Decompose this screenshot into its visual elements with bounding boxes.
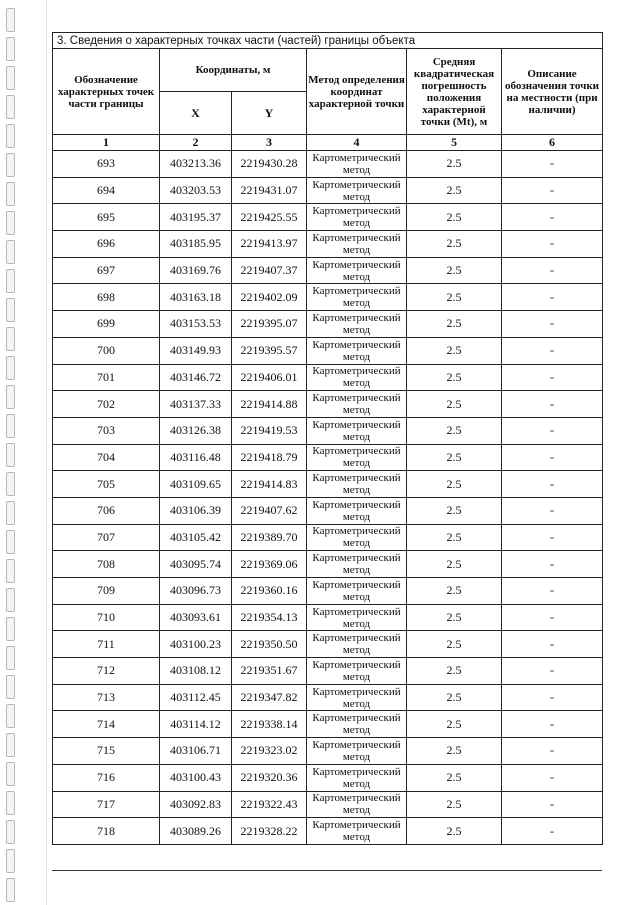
point-id-cell: 705	[53, 471, 160, 498]
error-value-cell: 2.5	[407, 578, 502, 605]
point-id-cell: 716	[53, 764, 160, 791]
error-value-cell: 2.5	[407, 204, 502, 231]
description-cell: -	[502, 524, 603, 551]
error-value-cell: 2.5	[407, 364, 502, 391]
point-id-cell: 712	[53, 658, 160, 685]
table-row	[53, 764, 603, 791]
y-coordinate-cell: 2219407.62	[232, 497, 307, 524]
x-coordinate-cell: 403109.65	[160, 471, 232, 498]
error-value-cell: 2.5	[407, 711, 502, 738]
x-coordinate-cell: 403137.33	[160, 391, 232, 418]
table-row	[53, 791, 603, 818]
y-coordinate-cell: 2219418.79	[232, 444, 307, 471]
error-value-cell: 2.5	[407, 738, 502, 765]
x-coordinate-cell: 403112.45	[160, 684, 232, 711]
header-x: X	[160, 92, 232, 135]
point-id-cell: 704	[53, 444, 160, 471]
binding-hole	[6, 8, 15, 32]
method-cell: Картометрический метод	[307, 684, 407, 711]
method-cell: Картометрический метод	[307, 497, 407, 524]
x-coordinate-cell: 403095.74	[160, 551, 232, 578]
binding-hole	[6, 66, 15, 90]
binding-hole	[6, 124, 15, 148]
binding-hole	[6, 240, 15, 264]
error-value-cell: 2.5	[407, 471, 502, 498]
method-cell: Картометрический метод	[307, 471, 407, 498]
y-coordinate-cell: 2219351.67	[232, 658, 307, 685]
table-row	[53, 578, 603, 605]
description-cell: -	[502, 391, 603, 418]
column-number: 5	[407, 135, 502, 151]
point-id-cell: 696	[53, 231, 160, 258]
point-id-cell: 714	[53, 711, 160, 738]
point-id-cell: 711	[53, 631, 160, 658]
x-coordinate-cell: 403116.48	[160, 444, 232, 471]
description-cell: -	[502, 497, 603, 524]
point-id-cell: 710	[53, 604, 160, 631]
binding-hole	[6, 530, 15, 554]
binding-hole	[6, 182, 15, 206]
error-value-cell: 2.5	[407, 551, 502, 578]
method-cell: Картометрический метод	[307, 631, 407, 658]
table-row	[53, 284, 603, 311]
description-cell: -	[502, 818, 603, 845]
x-coordinate-cell: 403169.76	[160, 257, 232, 284]
error-value-cell: 2.5	[407, 151, 502, 178]
x-coordinate-cell: 403105.42	[160, 524, 232, 551]
y-coordinate-cell: 2219430.28	[232, 151, 307, 178]
page-margin-line	[46, 0, 47, 905]
error-value-cell: 2.5	[407, 497, 502, 524]
description-cell: -	[502, 658, 603, 685]
table-row	[53, 257, 603, 284]
point-id-cell: 698	[53, 284, 160, 311]
table-row	[53, 417, 603, 444]
table-row	[53, 204, 603, 231]
section-title: 3. Сведения о характерных точках части (частей) границы объекта	[53, 33, 603, 49]
method-cell: Картометрический метод	[307, 284, 407, 311]
error-value-cell: 2.5	[407, 604, 502, 631]
y-coordinate-cell: 2219369.06	[232, 551, 307, 578]
table-row	[53, 658, 603, 685]
description-cell: -	[502, 417, 603, 444]
binding-hole	[6, 646, 15, 670]
x-coordinate-cell: 403153.53	[160, 311, 232, 338]
table-row	[53, 497, 603, 524]
description-cell: -	[502, 471, 603, 498]
description-cell: -	[502, 311, 603, 338]
point-id-cell: 703	[53, 417, 160, 444]
error-value-cell: 2.5	[407, 658, 502, 685]
y-coordinate-cell: 2219323.02	[232, 738, 307, 765]
binding-hole	[6, 95, 15, 119]
method-cell: Картометрический метод	[307, 738, 407, 765]
method-cell: Картометрический метод	[307, 391, 407, 418]
binding-hole	[6, 675, 15, 699]
error-value-cell: 2.5	[407, 311, 502, 338]
column-number: 3	[232, 135, 307, 151]
method-cell: Картометрический метод	[307, 524, 407, 551]
x-coordinate-cell: 403089.26	[160, 818, 232, 845]
error-value-cell: 2.5	[407, 391, 502, 418]
binding-hole	[6, 385, 15, 409]
y-coordinate-cell: 2219425.55	[232, 204, 307, 231]
x-coordinate-cell: 403185.95	[160, 231, 232, 258]
error-value-cell: 2.5	[407, 818, 502, 845]
binding-hole	[6, 153, 15, 177]
description-cell: -	[502, 284, 603, 311]
y-coordinate-cell: 2219431.07	[232, 177, 307, 204]
table-row	[53, 524, 603, 551]
binding-hole	[6, 37, 15, 61]
error-value-cell: 2.5	[407, 791, 502, 818]
binding-hole	[6, 298, 15, 322]
x-coordinate-cell: 403126.38	[160, 417, 232, 444]
y-coordinate-cell: 2219402.09	[232, 284, 307, 311]
x-coordinate-cell: 403100.43	[160, 764, 232, 791]
table-row	[53, 551, 603, 578]
header-coordinates: Координаты, м	[160, 49, 307, 92]
x-coordinate-cell: 403203.53	[160, 177, 232, 204]
table-row	[53, 231, 603, 258]
point-id-cell: 702	[53, 391, 160, 418]
header-y: Y	[232, 92, 307, 135]
method-cell: Картометрический метод	[307, 791, 407, 818]
error-value-cell: 2.5	[407, 524, 502, 551]
description-cell: -	[502, 578, 603, 605]
description-cell: -	[502, 364, 603, 391]
method-cell: Картометрический метод	[307, 578, 407, 605]
method-cell: Картометрический метод	[307, 658, 407, 685]
header-point-designation: Обозначение характерных точек части границы	[53, 49, 160, 135]
error-value-cell: 2.5	[407, 631, 502, 658]
x-coordinate-cell: 403093.61	[160, 604, 232, 631]
point-id-cell: 713	[53, 684, 160, 711]
table-row	[53, 391, 603, 418]
point-id-cell: 694	[53, 177, 160, 204]
y-coordinate-cell: 2219407.37	[232, 257, 307, 284]
binding-hole	[6, 704, 15, 728]
y-coordinate-cell: 2219406.01	[232, 364, 307, 391]
x-coordinate-cell: 403146.72	[160, 364, 232, 391]
method-cell: Картометрический метод	[307, 604, 407, 631]
method-cell: Картометрический метод	[307, 417, 407, 444]
y-coordinate-cell: 2219419.53	[232, 417, 307, 444]
x-coordinate-cell: 403114.12	[160, 711, 232, 738]
point-id-cell: 709	[53, 578, 160, 605]
binding-hole	[6, 269, 15, 293]
x-coordinate-cell: 403213.36	[160, 151, 232, 178]
y-coordinate-cell: 2219414.88	[232, 391, 307, 418]
error-value-cell: 2.5	[407, 764, 502, 791]
binding-hole	[6, 878, 15, 902]
column-number: 1	[53, 135, 160, 151]
error-value-cell: 2.5	[407, 684, 502, 711]
table-row	[53, 311, 603, 338]
y-coordinate-cell: 2219395.07	[232, 311, 307, 338]
error-value-cell: 2.5	[407, 444, 502, 471]
y-coordinate-cell: 2219320.36	[232, 764, 307, 791]
binding-hole	[6, 501, 15, 525]
point-id-cell: 706	[53, 497, 160, 524]
table-row	[53, 337, 603, 364]
method-cell: Картометрический метод	[307, 257, 407, 284]
error-value-cell: 2.5	[407, 231, 502, 258]
table-row	[53, 151, 603, 178]
footer-rule	[52, 870, 602, 871]
binding-hole	[6, 472, 15, 496]
table-row	[53, 177, 603, 204]
table-row	[53, 818, 603, 845]
binding-hole	[6, 762, 15, 786]
method-cell: Картометрический метод	[307, 177, 407, 204]
point-id-cell: 699	[53, 311, 160, 338]
binding-hole	[6, 211, 15, 235]
y-coordinate-cell: 2219338.14	[232, 711, 307, 738]
y-coordinate-cell: 2219350.50	[232, 631, 307, 658]
header-description: Описание обозначения точки на местности (при наличии)	[502, 49, 603, 135]
y-coordinate-cell: 2219389.70	[232, 524, 307, 551]
boundary-points-table	[52, 32, 603, 845]
binding-hole	[6, 733, 15, 757]
y-coordinate-cell: 2219414.83	[232, 471, 307, 498]
error-value-cell: 2.5	[407, 417, 502, 444]
point-id-cell: 693	[53, 151, 160, 178]
point-id-cell: 715	[53, 738, 160, 765]
table-row	[53, 444, 603, 471]
table-row	[53, 738, 603, 765]
x-coordinate-cell: 403106.71	[160, 738, 232, 765]
description-cell: -	[502, 151, 603, 178]
x-coordinate-cell: 403195.37	[160, 204, 232, 231]
table-row	[53, 364, 603, 391]
method-cell: Картометрический метод	[307, 311, 407, 338]
binding-hole	[6, 791, 15, 815]
method-cell: Картометрический метод	[307, 231, 407, 258]
error-value-cell: 2.5	[407, 177, 502, 204]
x-coordinate-cell: 403092.83	[160, 791, 232, 818]
method-cell: Картометрический метод	[307, 204, 407, 231]
binding-hole	[6, 327, 15, 351]
point-id-cell: 695	[53, 204, 160, 231]
description-cell: -	[502, 231, 603, 258]
table-row	[53, 684, 603, 711]
description-cell: -	[502, 764, 603, 791]
binding-hole	[6, 617, 15, 641]
x-coordinate-cell: 403108.12	[160, 658, 232, 685]
y-coordinate-cell: 2219395.57	[232, 337, 307, 364]
table-body	[53, 151, 603, 845]
description-cell: -	[502, 337, 603, 364]
table-row	[53, 631, 603, 658]
method-cell: Картометрический метод	[307, 818, 407, 845]
y-coordinate-cell: 2219354.13	[232, 604, 307, 631]
column-numbers-row	[53, 135, 603, 151]
method-cell: Картометрический метод	[307, 711, 407, 738]
y-coordinate-cell: 2219413.97	[232, 231, 307, 258]
column-number: 4	[307, 135, 407, 151]
point-id-cell: 718	[53, 818, 160, 845]
method-cell: Картометрический метод	[307, 364, 407, 391]
table-row	[53, 604, 603, 631]
table-row	[53, 471, 603, 498]
description-cell: -	[502, 444, 603, 471]
point-id-cell: 717	[53, 791, 160, 818]
y-coordinate-cell: 2219328.22	[232, 818, 307, 845]
header-method: Метод определения координат характерной точки	[307, 49, 407, 135]
description-cell: -	[502, 711, 603, 738]
description-cell: -	[502, 177, 603, 204]
description-cell: -	[502, 551, 603, 578]
x-coordinate-cell: 403096.73	[160, 578, 232, 605]
binding-holes	[4, 0, 16, 905]
point-id-cell: 707	[53, 524, 160, 551]
point-id-cell: 697	[53, 257, 160, 284]
description-cell: -	[502, 791, 603, 818]
point-id-cell: 708	[53, 551, 160, 578]
description-cell: -	[502, 684, 603, 711]
column-number: 6	[502, 135, 603, 151]
x-coordinate-cell: 403163.18	[160, 284, 232, 311]
method-cell: Картометрический метод	[307, 337, 407, 364]
binding-hole	[6, 443, 15, 467]
binding-hole	[6, 588, 15, 612]
y-coordinate-cell: 2219322.43	[232, 791, 307, 818]
y-coordinate-cell: 2219360.16	[232, 578, 307, 605]
description-cell: -	[502, 738, 603, 765]
binding-hole	[6, 820, 15, 844]
error-value-cell: 2.5	[407, 257, 502, 284]
error-value-cell: 2.5	[407, 284, 502, 311]
y-coordinate-cell: 2219347.82	[232, 684, 307, 711]
binding-hole	[6, 414, 15, 438]
binding-hole	[6, 559, 15, 583]
point-id-cell: 700	[53, 337, 160, 364]
method-cell: Картометрический метод	[307, 551, 407, 578]
table-row	[53, 711, 603, 738]
binding-hole	[6, 356, 15, 380]
x-coordinate-cell: 403100.23	[160, 631, 232, 658]
error-value-cell: 2.5	[407, 337, 502, 364]
description-cell: -	[502, 204, 603, 231]
description-cell: -	[502, 631, 603, 658]
x-coordinate-cell: 403149.93	[160, 337, 232, 364]
description-cell: -	[502, 257, 603, 284]
point-id-cell: 701	[53, 364, 160, 391]
method-cell: Картометрический метод	[307, 151, 407, 178]
description-cell: -	[502, 604, 603, 631]
x-coordinate-cell: 403106.39	[160, 497, 232, 524]
method-cell: Картометрический метод	[307, 764, 407, 791]
method-cell: Картометрический метод	[307, 444, 407, 471]
column-number: 2	[160, 135, 232, 151]
binding-hole	[6, 849, 15, 873]
header-mean-square-error: Средняя квадратическая погрешность положения характерной точки (Mt), м	[407, 49, 502, 135]
